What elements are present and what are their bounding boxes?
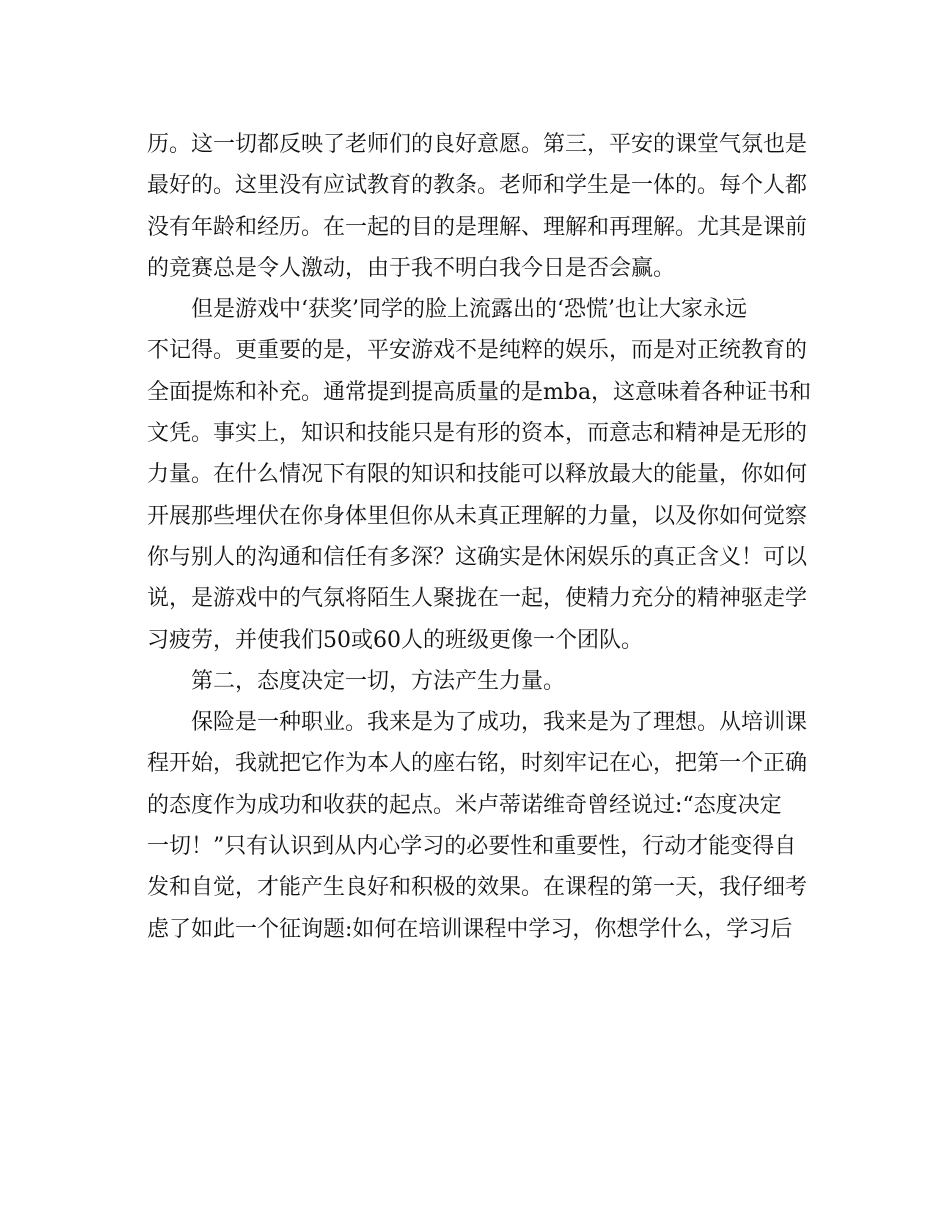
text-line: 虑了如此一个征询题:如何在培训课程中学习，你想学什么，学习后 [147, 916, 793, 942]
paragraph-start-line: 保险是一种职业。我来是为了成功，我来是为了理想。从培训课 [191, 710, 808, 736]
text-line: 程开始，我就把它作为本人的座右铭，时刻牢记在心，把第一个正确 [147, 751, 808, 777]
text-line: 开展那些埋伏在你身体里但你从未真正理解的力量，以及你如何觉察 [147, 503, 808, 529]
text-line: 说，是游戏中的气氛将陌生人聚拢在一起，使精力充分的精神驱走学 [147, 586, 808, 612]
body-text [147, 124, 812, 950]
text-line: 发和自觉，才能产生良好和积极的效果。在课程的第一天，我仔细考 [147, 875, 808, 901]
text-line: 没有年龄和经历。在一起的目的是理解、理解和再理解。尤其是课前 [147, 214, 808, 240]
text-line: 力量。在什么情况下有限的知识和技能可以释放最大的能量，你如何 [147, 462, 808, 488]
text-line: 的态度作为成功和收获的起点。米卢蒂诺维奇曾经说过:“态度决定 [147, 792, 782, 818]
text-line: 历。这一切都反映了老师们的良好意愿。第三，平安的课堂气氛也是 [147, 132, 808, 157]
text-line: 一切！”只有认识到从内心学习的必要性和重要性，行动才能变得自 [147, 834, 797, 860]
text-line: 全面提炼和补充。通常提到提高质量的是mba，这意味着各种证书和 [147, 379, 812, 405]
text-line: 的竞赛总是令人激动，由于我不明白我今日是否会赢。 [147, 255, 676, 281]
text-line: 你与别人的沟通和信任有多深？这确实是休闲娱乐的真正含义！可以 [147, 544, 808, 570]
text-line: 文凭。事实上，知识和技能只是有形的资本，而意志和精神是无形的 [147, 421, 808, 447]
text-line: 习疲劳，并使我们50或60人的班级更像一个团队。 [147, 627, 643, 653]
section-heading-line: 第二，态度决定一切，方法产生力量。 [191, 668, 566, 694]
text-line: 最好的。这里没有应试教育的教条。老师和学生是一体的。每个人都 [147, 173, 808, 199]
paragraph-start-line: 但是游戏中‘获奖’同学的脸上流露出的‘恐慌’也让大家永远 [191, 297, 747, 323]
text-line: 不记得。更重要的是，平安游戏不是纯粹的娱乐，而是对正统教育的 [147, 338, 808, 364]
